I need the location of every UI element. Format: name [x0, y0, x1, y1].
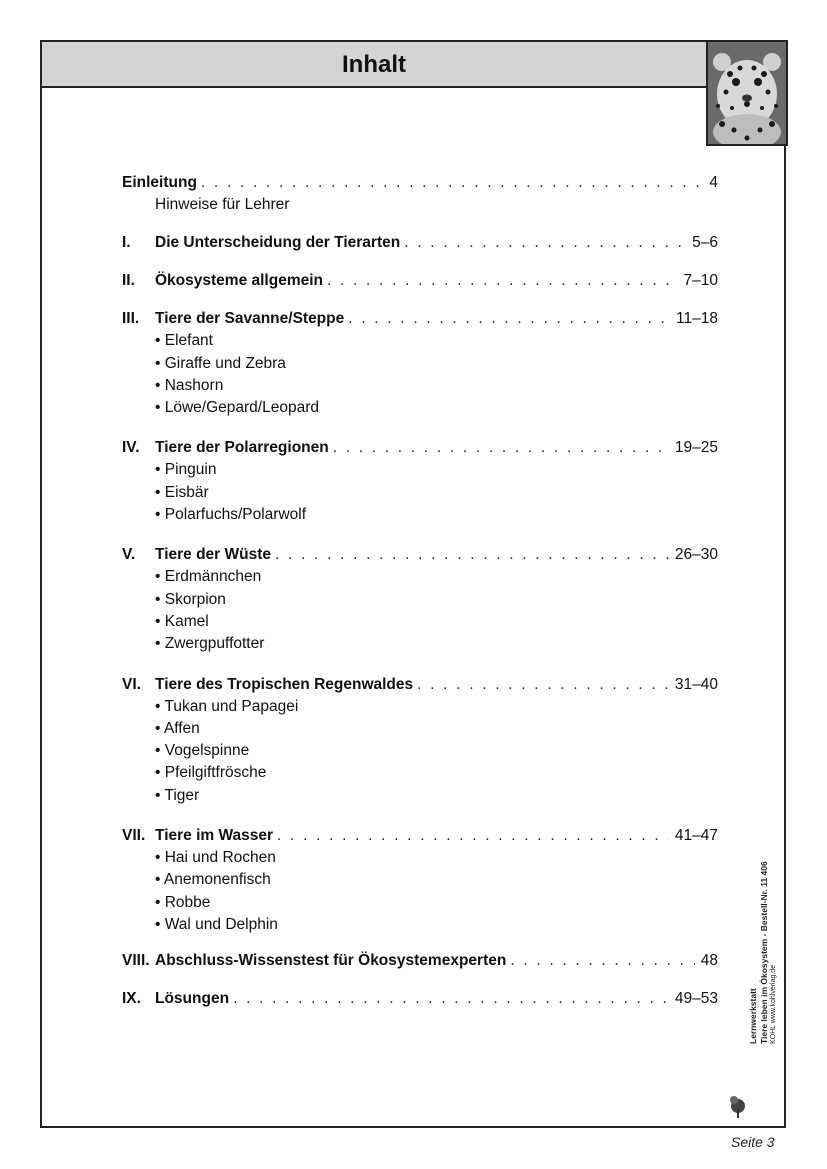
toc-section	[122, 437, 718, 526]
toc-entry-heading: Abschluss-Wissenstest für Ökosystemexperten	[155, 952, 507, 970]
toc-entry-number: IV.	[122, 439, 140, 457]
toc-entry	[122, 437, 718, 459]
table-of-contents	[122, 172, 718, 1010]
toc-subentry: • Tiger	[155, 786, 200, 804]
book-title: Tiere leben im Ökosystem	[758, 938, 769, 1044]
toc-dot-leader	[333, 437, 669, 459]
toc-entry-heading: Tiere der Savanne/Steppe	[155, 310, 345, 328]
toc-dot-leader	[277, 825, 669, 847]
toc-subentry: • Giraffe und Zebra	[155, 354, 286, 372]
toc-section	[122, 270, 718, 292]
publisher-side-text	[748, 861, 780, 1044]
toc-entry-pages: 49–53	[674, 990, 718, 1008]
header-bar	[42, 42, 706, 88]
toc-subentry: • Nashorn	[155, 376, 224, 394]
toc-entry-heading: Die Unterscheidung der Tierarten	[155, 234, 401, 252]
toc-entry-pages: 41–47	[674, 827, 718, 845]
toc-entry	[122, 308, 718, 330]
toc-dot-leader	[327, 270, 678, 292]
toc-dot-leader	[348, 308, 670, 330]
toc-dot-leader	[510, 950, 694, 972]
toc-entry	[122, 544, 718, 566]
toc-section	[122, 825, 718, 936]
toc-entry-number: V.	[122, 546, 136, 564]
toc-entry-heading: Einleitung	[122, 174, 197, 191]
toc-subentry: • Pinguin	[155, 461, 217, 479]
toc-entry-pages: 7–10	[683, 272, 718, 290]
toc-subentry: • Erdmännchen	[155, 568, 262, 586]
toc-section	[122, 232, 718, 254]
toc-dot-leader	[233, 988, 669, 1010]
toc-entry-pages: 48	[700, 952, 718, 970]
toc-subentry: • Anemonenfisch	[155, 871, 271, 889]
toc-subentry: • Wal und Delphin	[155, 915, 278, 933]
toc-entry-heading: Tiere der Polarregionen	[155, 439, 329, 457]
toc-entry-heading: Tiere des Tropischen Regenwaldes	[155, 675, 414, 693]
toc-subentry: • Elefant	[155, 332, 213, 350]
toc-entry-pages: 11–18	[676, 310, 718, 328]
toc-subentry: • Löwe/Gepard/Leopard	[155, 399, 319, 417]
toc-section	[122, 172, 718, 216]
side-separator: -	[758, 933, 769, 937]
toc-dot-leader	[275, 544, 669, 566]
toc-section	[122, 988, 718, 1010]
toc-entry-pages: 31–40	[674, 675, 718, 693]
toc-subentry: • Robbe	[155, 893, 211, 911]
page-title: Inhalt	[342, 51, 406, 78]
toc-entry-heading: Lösungen	[155, 990, 230, 1008]
toc-entry-number: IX.	[122, 990, 141, 1008]
toc-entry-number: I.	[122, 234, 131, 252]
toc-subentry: • Kamel	[155, 612, 209, 630]
toc-section	[122, 308, 718, 419]
toc-entry-pages: 5–6	[692, 234, 718, 252]
toc-section	[122, 950, 718, 972]
toc-subentry: • Affen	[155, 719, 200, 737]
toc-subentry: Hinweise für Lehrer	[155, 196, 290, 213]
toc-entry	[122, 172, 718, 194]
page-number: Seite 3	[731, 1134, 775, 1150]
toc-entry	[122, 950, 718, 972]
toc-dot-leader	[404, 232, 686, 254]
toc-section	[122, 674, 718, 807]
toc-entry-number: II.	[122, 272, 135, 290]
publisher-name: KOHL	[770, 1025, 777, 1044]
publisher-logo-icon	[728, 1050, 758, 1120]
toc-entry-heading: Ökosysteme allgemein	[155, 272, 323, 290]
toc-entry-number: VIII.	[122, 952, 150, 970]
toc-entry-number: VI.	[122, 675, 141, 693]
order-number: Bestell-Nr. 11 406	[758, 861, 769, 932]
toc-entry-pages: 26–30	[674, 546, 718, 564]
toc-subentry: • Polarfuchs/Polarwolf	[155, 506, 307, 524]
toc-entry-heading: Tiere der Wüste	[155, 546, 272, 564]
toc-entry-number: VII.	[122, 827, 146, 845]
toc-entry	[122, 674, 718, 696]
toc-entry-heading: Tiere im Wasser	[155, 827, 274, 845]
toc-entry	[122, 232, 718, 254]
toc-entry	[122, 270, 718, 292]
toc-subentry: • Zwergpuffotter	[155, 635, 265, 653]
publisher-url: www.kohlverlag.de	[770, 964, 777, 1024]
leopard-cub-photo	[706, 40, 788, 146]
toc-subentry: • Vogelspinne	[155, 742, 250, 760]
toc-subentry: • Pfeilgiftfrösche	[155, 764, 267, 782]
toc-entry	[122, 988, 718, 1010]
toc-section	[122, 544, 718, 655]
toc-dot-leader	[417, 674, 669, 696]
toc-entry	[122, 825, 718, 847]
toc-subentry: • Eisbär	[155, 483, 209, 501]
toc-entry-pages: 19–25	[674, 439, 718, 457]
toc-entry-number: III.	[122, 310, 140, 328]
toc-entry-pages: 4	[709, 174, 718, 191]
series-name: Lernwerkstatt	[748, 988, 758, 1044]
leopard-cub-illustration	[708, 42, 786, 144]
toc-subentry: • Tukan und Papagei	[155, 697, 299, 715]
toc-subentry: • Skorpion	[155, 590, 226, 608]
toc-dot-leader	[201, 172, 703, 194]
toc-subentry: • Hai und Rochen	[155, 849, 276, 867]
